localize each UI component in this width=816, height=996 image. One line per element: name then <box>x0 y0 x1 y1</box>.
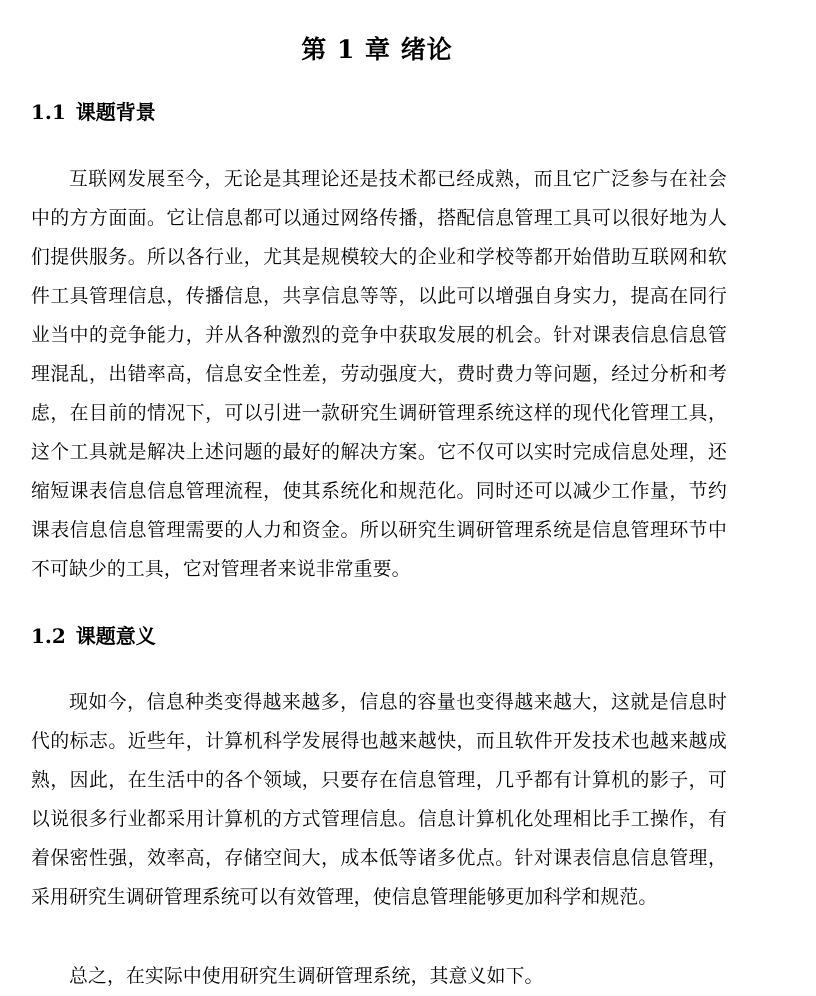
section-heading-background <box>31 97 156 127</box>
chapter-title: 第 1 章 绪论 <box>301 34 453 64</box>
section-title-text: 课题意义 <box>75 624 156 648</box>
section-number: 1.2 <box>31 624 66 648</box>
section-heading-significance <box>31 621 156 651</box>
significance-summary-paragraph: 总之，在实际中使用研究生调研管理系统，其意义如下。 <box>69 966 544 987</box>
background-paragraph: 互联网发展至今，无论是其理论还是技术都已经成熟，而且它广泛参与在社会中的方方面面。它让信息都可以通过网络传播，搭配信息管理工具可以很好地为人们提供服务。所以各行业，尤其是规模较大的企业和学校等都开始借助互联网和软件工具管理信息，传播信息，共享信息等等，以此可以增强自身实力，提高在同行业当中的竞争能力，并从各种激烈的竞争中获取发展的机会。针对课表信息信息管理混乱，出错率高，信息安全性差，劳动强度大，费时费力等问题，经过分析和考虑，在目前的情况下，可以引进一款研究生调研管理系统这样的现代化管理工具，这个工具就是解决上述问题的最好的解决方案。它不仅可以实时完成信息处理，还缩短课表信息信息管理流程，使其系统化和规范化。同时还可以减少工作量，节约课表信息信息管理需要的人力和资金。所以研究生调研管理系统是信息管理环节中不可缺少的工具，它对管理者来说非常重要。 <box>31 169 727 580</box>
section-number: 1.1 <box>31 100 66 124</box>
significance-paragraph: 现如今，信息种类变得越来越多，信息的容量也变得越来越大，这就是信息时代的标志。近些年，计算机科学发展得也越来越快，而且软件开发技术也越来越成熟，因此，在生活中的各个领域，只要存在信息管理，几乎都有计算机的影子，可以说很多行业都采用计算机的方式管理信息。信息计算机化处理相比手工操作，有着保密性强，效率高，存储空间大，成本低等诸多优点。针对课表信息信息管理，采用研究生调研管理系统可以有效管理，使信息管理能够更加科学和规范。 <box>31 692 727 908</box>
section-title-text: 课题背景 <box>75 100 156 124</box>
